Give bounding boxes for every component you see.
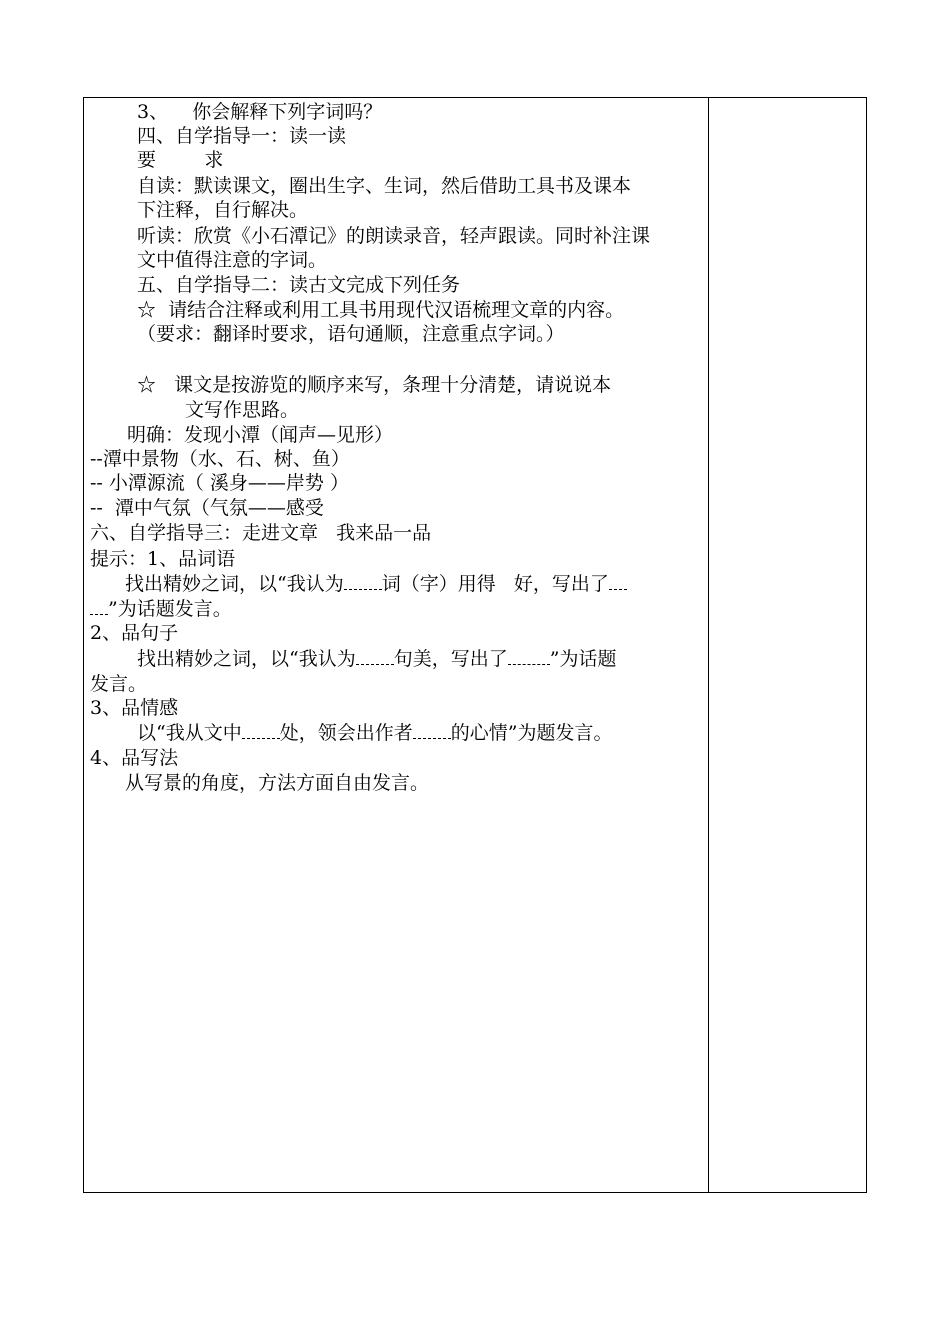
hint-2-text-a: 找出精妙之词，以“我认为 xyxy=(137,648,356,670)
task-2-cont: 文写作思路。 xyxy=(185,399,300,421)
hint-3-line xyxy=(137,721,612,745)
section-5-heading: 五、自学指导二：读古文完成下列任务 xyxy=(137,274,461,296)
answer-line-2: --潭中景物（水、石、树、鱼） xyxy=(90,448,350,470)
fill-blank xyxy=(242,724,280,739)
task-1: ☆ 请结合注释或利用工具书用现代汉语梳理文章的内容。 xyxy=(137,299,625,321)
hint-1-text-b: 词（字）用得 好，写出了 xyxy=(381,573,609,595)
hint-4-heading: 4、品写法 xyxy=(90,747,179,769)
fill-blank xyxy=(609,575,627,590)
hint-3-text-b: 处，领会出作者 xyxy=(279,722,413,744)
hint-2-text-c: ”为话题 xyxy=(549,648,617,670)
column-divider xyxy=(708,97,709,1193)
fill-blank xyxy=(90,600,108,615)
section-4-heading: 四、自学指导一：读一读 xyxy=(137,125,347,147)
fill-blank xyxy=(508,650,550,665)
self-reading-line: 自读：默读课文，圈出生字、生词，然后借助工具书及课本 xyxy=(137,175,632,197)
answer-line-4: -- 潭中气氛（气氛——感受 xyxy=(90,497,324,519)
hint-4-line: 从写景的角度，方法方面自由发言。 xyxy=(125,772,430,794)
hint-3-heading: 3、品情感 xyxy=(90,697,179,719)
listening-line: 听读：欣赏《小石潭记》的朗读录音，轻声跟读。同时补注课 xyxy=(137,225,651,247)
section-6-heading: 六、自学指导三：走进文章 我来品一品 xyxy=(90,522,432,544)
requirement-heading: 要 求 xyxy=(137,149,224,171)
fill-blank xyxy=(413,724,451,739)
hint-1-text-a: 找出精妙之词，以“我认为 xyxy=(125,573,344,595)
hint-2-line-cont: 发言。 xyxy=(90,673,148,695)
hint-1-text-c: ”为话题发言。 xyxy=(108,598,232,620)
fill-blank xyxy=(344,575,382,590)
hint-3-text-a: 以“我从文中 xyxy=(137,722,242,744)
hint-1-line-cont xyxy=(90,597,232,621)
hint-2-text-b: 句美，写出了 xyxy=(393,648,508,670)
listening-line-cont: 文中值得注意的字词。 xyxy=(137,249,328,271)
hint-3-text-c: 的心情”为题发言。 xyxy=(450,722,613,744)
fill-blank xyxy=(356,650,394,665)
task-1-requirement: （要求：翻译时要求，语句通顺，注意重点字词。） xyxy=(137,323,565,345)
hint-2-line xyxy=(137,647,616,671)
hint-1-line xyxy=(125,572,627,596)
answer-line-1: 明确：发现小潭（闻声—见形） xyxy=(127,424,394,446)
task-2: ☆ 课文是按游览的顺序来写，条理十分清楚，请说说本 xyxy=(137,374,612,396)
self-reading-line-cont: 下注释，自行解决。 xyxy=(137,199,309,221)
hint-2-heading: 2、品句子 xyxy=(90,622,179,644)
question-3: 3、 你会解释下列字词吗？ xyxy=(137,101,383,123)
hint-1-heading: 提示：1、品词语 xyxy=(90,548,236,570)
answer-line-3: -- 小潭源流（ 溪身——岸势 ） xyxy=(90,472,349,494)
